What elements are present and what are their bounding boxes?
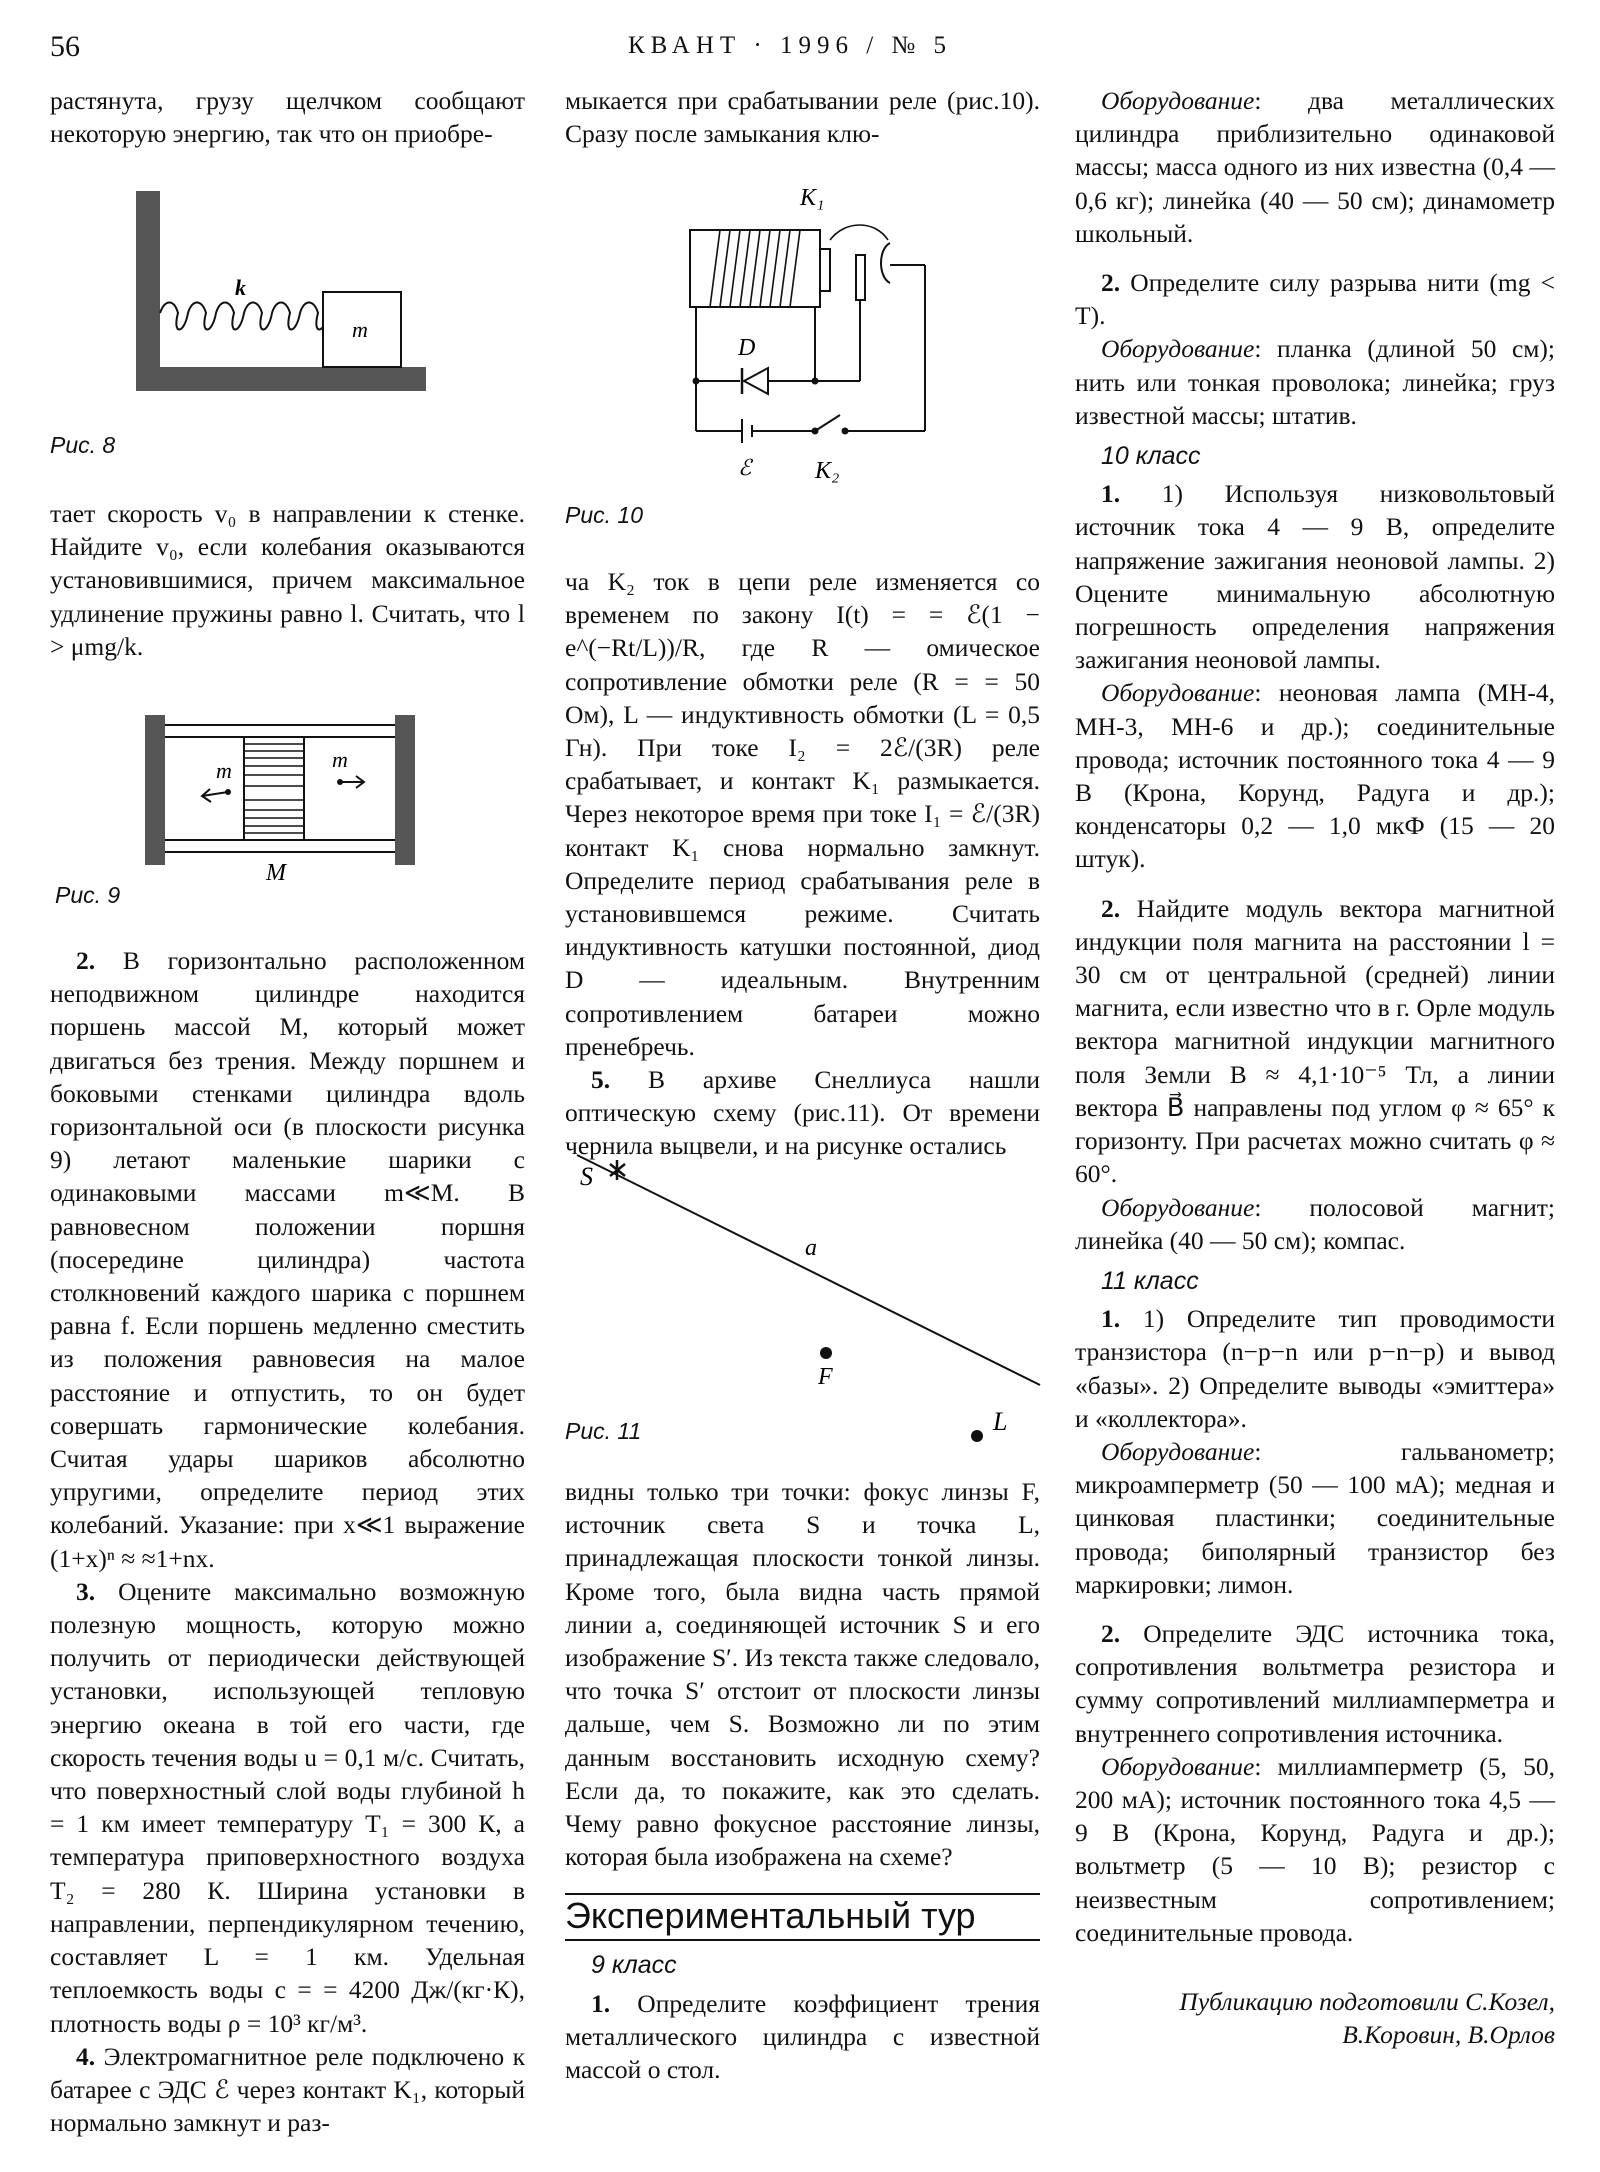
label-a: a — [805, 1235, 817, 1261]
problem-number: 2. — [1101, 1618, 1121, 1648]
equipment-label: Оборудование — [1101, 1751, 1255, 1781]
figure-8-caption: Рис. 8 — [50, 432, 116, 458]
label-K2: K₂ — [815, 458, 840, 484]
label-L: L — [993, 1407, 1008, 1436]
equipment-11-2: Оборудование: миллиамперметр (5, 50, 200 мА); источник постоянного тока 4,5 — 9 В (Крона, Корунд, Радуга и др.); вольтметр (5 — 10 В); резистор с неизвестным сопротивлением; соединительные провода. — [1075, 1751, 1555, 1947]
equipment-11-1: Оборудование: гальванометр; микроамперметр (50 — 100 мА); медная и цинковая пластинки; соединительные провода; биполярный транзистор без маркировки; лимон. — [1075, 1436, 1555, 1599]
equipment-label: Оборудование — [1101, 678, 1255, 708]
figure-8-spring-mass — [130, 185, 460, 395]
figure-9-piston-cylinder — [140, 710, 440, 885]
problem-4: 4. Электромагнитное реле подключено к батарее с ЭДС ℰ через контакт K₁, который нормально замкнут и раз- — [50, 2041, 525, 2138]
paragraph: видны только три точки: фокус линзы F, источник света S и точка L, принадлежащая плоскости тонкой линзы. Кроме того, была видна часть прямой линии a, соединяющей источник S и его изображение S′. Из текста также следовало, что точка S′ отстоит от плоскости линзы дальше, чем S. Возможно ли по этим данным восстановить исходную схему? Если да, то покажите, как это сделать. Чему равно фокусное расстояние линзы, которая была изображена на схеме? — [565, 1477, 1040, 1872]
label-m: m — [352, 317, 368, 342]
signature — [1075, 1985, 1555, 2051]
label-m-right: m — [332, 747, 348, 772]
figure-10-relay-circuit — [680, 185, 950, 485]
problem-number: 1. — [1101, 479, 1121, 509]
grade-heading-11: 11 класс — [1101, 1266, 1199, 1295]
problem-number: 5. — [591, 1065, 611, 1095]
label-M: M — [266, 860, 286, 885]
equipment-label: Оборудование — [1101, 1192, 1255, 1222]
figure-9-caption: Рис. 9 — [55, 882, 121, 908]
col1-problems — [50, 944, 525, 2139]
equipment-label: Оборудование — [1101, 334, 1255, 364]
paragraph: растянута, грузу щелчком сообщают некоторую энергию, так что он приобре- — [50, 86, 525, 149]
col3-text — [1075, 84, 1555, 2051]
signature-line-2: В.Коровин, В.Орлов — [1342, 2020, 1555, 2050]
exp-problem-9-2: 2. Определите силу разрыва нити (mg < T). — [1075, 268, 1555, 331]
label-emf: ℰ — [738, 455, 752, 480]
problem-number: 1. — [1101, 1304, 1121, 1334]
problem-number: 3. — [76, 1576, 96, 1606]
signature-line-1: Публикацию подготовили С.Козел, — [1179, 1986, 1555, 2016]
paragraph: тает скорость v₀ в направлении к стенке. Найдите v₀, если колебания оказываются установившимися, причем максимальное удлинение пружины равно l. Считать, что l > μmg/k. — [50, 499, 525, 661]
equipment-10-1: Оборудование: неоновая лампа (МН-4, МН-3, МН-6 и др.); соединительные провода; источник постоянного тока 4 — 9 В (Крона, Корунд, Радуга и др.); конденсаторы 0,2 — 1,0 мкФ (15 — 20 штук). — [1075, 678, 1555, 874]
label-S: S — [580, 1162, 593, 1191]
paragraph: ча K₂ ток в цепи реле изменяется со временем по закону I(t) = = ℰ(1 − e^(−Rt/L))/R, где R — омическое сопротивление обмотки реле (R = = 50 Ом), L — индуктивность обмотки (L = 0,5 Гн). При токе I₂ = 2ℰ/(3R) реле срабатывает, и контакт K₁ размыкается. Через некоторое время при токе I₁ = ℰ/(3R) контакт K₁ снова нормально замкнут. Определите период срабатывания реле в установившемся режиме. Считать индуктивность катушки постоянной, диод D — идеальным. Внутренним сопротивлением батареи можно пренебречь. — [565, 567, 1040, 1061]
equipment-label: Оборудование — [1101, 1436, 1255, 1466]
figure-11-optical-scheme — [565, 1140, 1065, 1450]
problem-3: 3. Оцените максимально возможную полезную мощность, которую можно получить от периодически действующей установки, использующей тепловую энергию океана в той его части, где скорость течения воды u = 0,1 м/с. Считать, что поверхностный слой воды глубиной h = 1 км имеет температуру T₁ = 300 К, а температура приповерхностного воздуха T₂ = 280 К. Ширина установки в направлении, перпендикулярном течению, составляет L = 1 км. Удельная теплоемкость воды c = = 4200 Дж/(кг·К), плотность воды ρ = 10³ кг/м³. — [50, 1576, 525, 2038]
equipment-9-1: Оборудование: два металлических цилиндра приблизительно одинаковой массы; масса одного из них известна (0,4 — 0,6 кг); линейка (40 — 50 см); динамометр школьный. — [1075, 86, 1555, 248]
label-D: D — [738, 335, 756, 361]
equipment-10-2: Оборудование: полосовой магнит; линейка (40 — 50 см); компас. — [1075, 1192, 1555, 1255]
problem-number: 2. — [1101, 893, 1121, 923]
label-K1: K₁ — [800, 185, 825, 211]
problem-2: 2. В горизонтально расположенном неподвижном цилиндре находится поршень массой M, который может двигаться без трения. Между поршнем и боковыми стенками цилиндра вдоль горизонтальной оси (в плоскости рисунка 9) летают маленькие шарики с одинаковыми массами m≪M. В равновесном положении поршня (посередине цилиндра) частота столкновений каждого шарика с поршнем равна f. Если поршень медленно сместить из положения равновесия на малое расстояние и отпустить, то он будет совершать гармонические колебания. Считая удары шариков абсолютно упругими, определите период этих колебаний. Указание: при x≪1 выражение (1+x)ⁿ ≈ ≈1+nx. — [50, 946, 525, 1573]
figure-10-caption: Рис. 10 — [565, 502, 643, 528]
page-number: 56 — [50, 30, 80, 63]
figure-11-caption: Рис. 11 — [565, 1418, 642, 1444]
grade-heading-10: 10 класс — [1101, 442, 1201, 471]
section-title: Экспериментальный тур — [565, 1893, 1040, 1941]
col1-top-text — [50, 84, 525, 150]
problem-5: 5. В архиве Снеллиуса нашли оптическую схему (рис.11). От времени чернила выцвели, и на рисунке остались — [565, 1065, 1041, 1161]
exp-problem-9-1: 1. Определите коэффициент трения металлического цилиндра с известной массой о стол. — [565, 1988, 1040, 2085]
col1-text-after-fig8 — [50, 497, 525, 663]
exp-problem-11-1: 1. 1) Определите тип проводимости транзистора (n−p−n или p−n−p) и вывод «базы». 2) Определите выводы «эмиттера» и «коллектора». — [1075, 1304, 1555, 1433]
label-m-left: m — [216, 758, 232, 783]
label-F: F — [818, 1364, 833, 1390]
problem-number: 4. — [76, 2041, 96, 2071]
exp-problem-10-1: 1. 1) Используя низковольтовый источник тока 4 — 9 В, определите напряжение зажигания неоновой лампы. 2) Оцените минимальную абсолютную погрешность определения напряжения зажигания неоновой лампы. — [1075, 479, 1556, 675]
equipment-9-2: Оборудование: планка (длиной 50 см); нить или тонкая проволока; линейка; груз известной массы; штатив. — [1075, 334, 1555, 430]
col2-top-text — [565, 84, 1040, 150]
label-k: k — [235, 275, 246, 300]
col2-text-after-fig11 — [565, 1475, 1040, 2086]
exp-problem-10-2: 2. Найдите модуль вектора магнитной индукции поля магнита на расстоянии l = 30 см от центральной (средней) линии магнита, если известно что в г. Орле модуль вектора магнитной индукции магнитного поля Земли B ≈ 4,1·10⁻⁵ Тл, а линии вектора B⃗ направлены под углом φ ≈ 65° к горизонту. При расчетах можно считать φ ≈ 60°. — [1075, 893, 1555, 1189]
col2-text-after-fig10 — [565, 565, 1040, 1163]
problem-number: 2. — [1101, 268, 1121, 298]
exp-problem-11-2: 2. Определите ЭДС источника тока, сопротивления вольтметра резистора и сумму сопротивлений миллиамперметра и внутреннего сопротивления источника. — [1075, 1618, 1555, 1748]
running-head: КВАНТ · 1996 / № 5 — [627, 32, 953, 59]
equipment-label: Оборудование — [1101, 86, 1255, 115]
paragraph: мыкается при срабатывании реле (рис.10). Сразу после замыкания клю- — [565, 86, 1040, 149]
grade-heading-9: 9 класс — [591, 1951, 677, 1980]
problem-number: 2. — [76, 946, 96, 975]
problem-number: 1. — [591, 1988, 611, 2018]
